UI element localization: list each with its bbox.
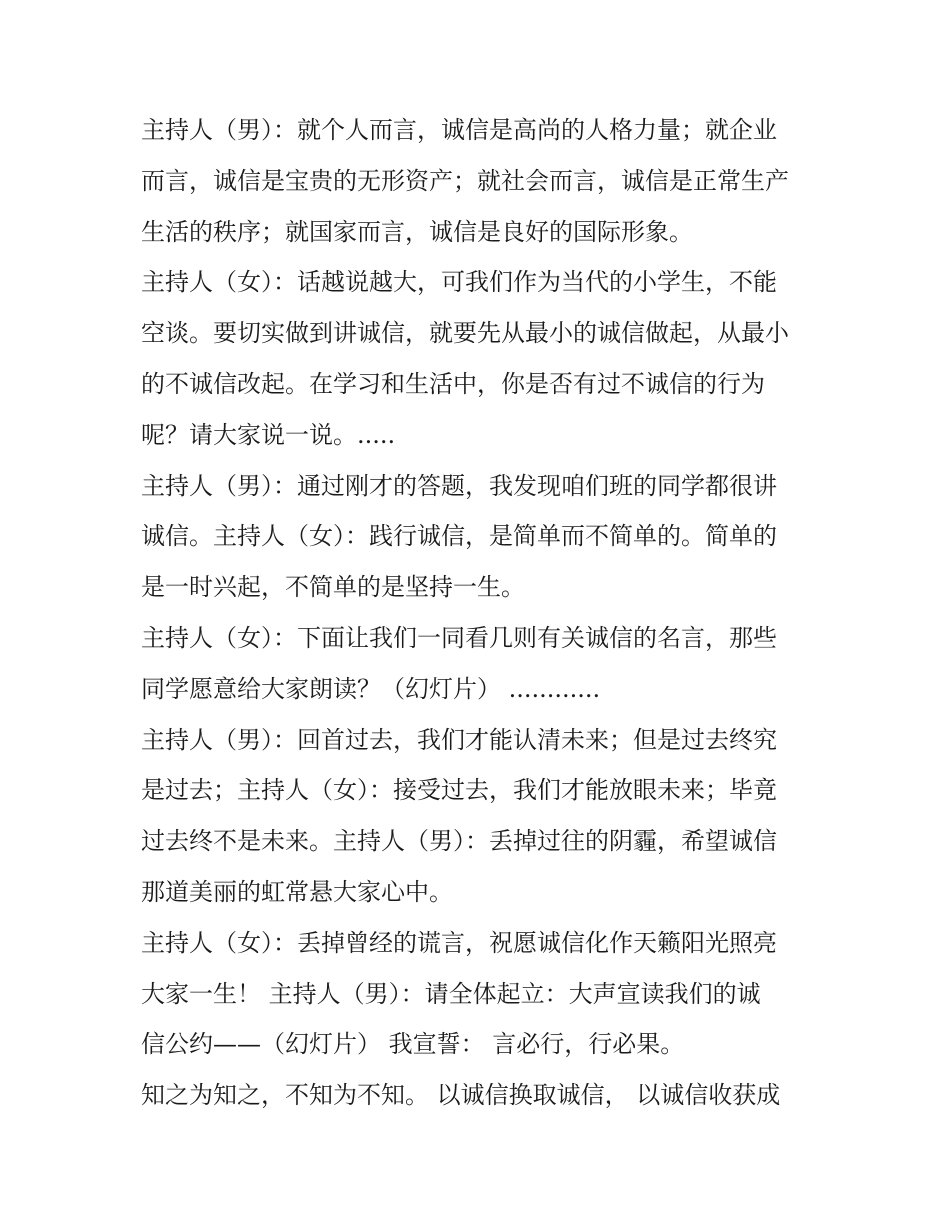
text-line: 主持人（女）：下面让我们一同看几则有关诚信的名言，那些 xyxy=(141,623,777,652)
text-line: 诚信。主持人（女）：践行诚信，是简单而不简单的。简单的 xyxy=(141,522,777,551)
text-line: 主持人（男）：就个人而言，诚信是高尚的人格力量；就企业 xyxy=(141,116,777,144)
text-line: 空谈。要切实做到讲诚信，就要先从最小的诚信做起，从最小 xyxy=(141,319,789,348)
text-line: 大家一生！ 主持人（男）：请全体起立：大声宣读我们的诚 xyxy=(141,979,761,1008)
document-body xyxy=(141,105,821,1121)
text-line: 主持人（女）：话越说越大，可我们作为当代的小学生，不能 xyxy=(141,268,777,297)
text-line: 的不诚信改起。在学习和生活中，你是否有过不诚信的行为 xyxy=(141,369,765,398)
text-line: 主持人（女）：丢掉曾经的谎言，祝愿诚信化作天籁阳光照亮 xyxy=(141,928,777,957)
text-line: 呢？请大家说一说。..... xyxy=(141,420,396,449)
text-line: 是一时兴起，不简单的是坚持一生。 xyxy=(141,573,525,602)
text-line: 而言，诚信是宝贵的无形资产；就社会而言，诚信是正常生产 xyxy=(141,166,789,195)
text-line: 同学愿意给大家朗读？（幻灯片） ............ xyxy=(141,674,601,703)
text-line: 主持人（男）：回首过去，我们才能认清未来；但是过去终究 xyxy=(141,725,777,754)
text-line: 过去终不是未来。主持人（男）：丢掉过往的阴霾，希望诚信 xyxy=(141,827,777,856)
text-line: 信公约——（幻灯片） 我宣誓： 言必行，行必果。 xyxy=(141,1030,685,1059)
text-line: 知之为知之，不知为不知。 以诚信换取诚信， 以诚信收获成 xyxy=(141,1081,781,1110)
text-line: 是过去；主持人（女）：接受过去，我们才能放眼未来；毕竟 xyxy=(141,776,777,805)
text-line: 生活的秩序；就国家而言，诚信是良好的国际形象。 xyxy=(141,217,693,246)
text-line: 主持人（男）：通过刚才的答题，我发现咱们班的同学都很讲 xyxy=(141,471,777,500)
text-line: 那道美丽的虹常悬大家心中。 xyxy=(141,877,453,906)
